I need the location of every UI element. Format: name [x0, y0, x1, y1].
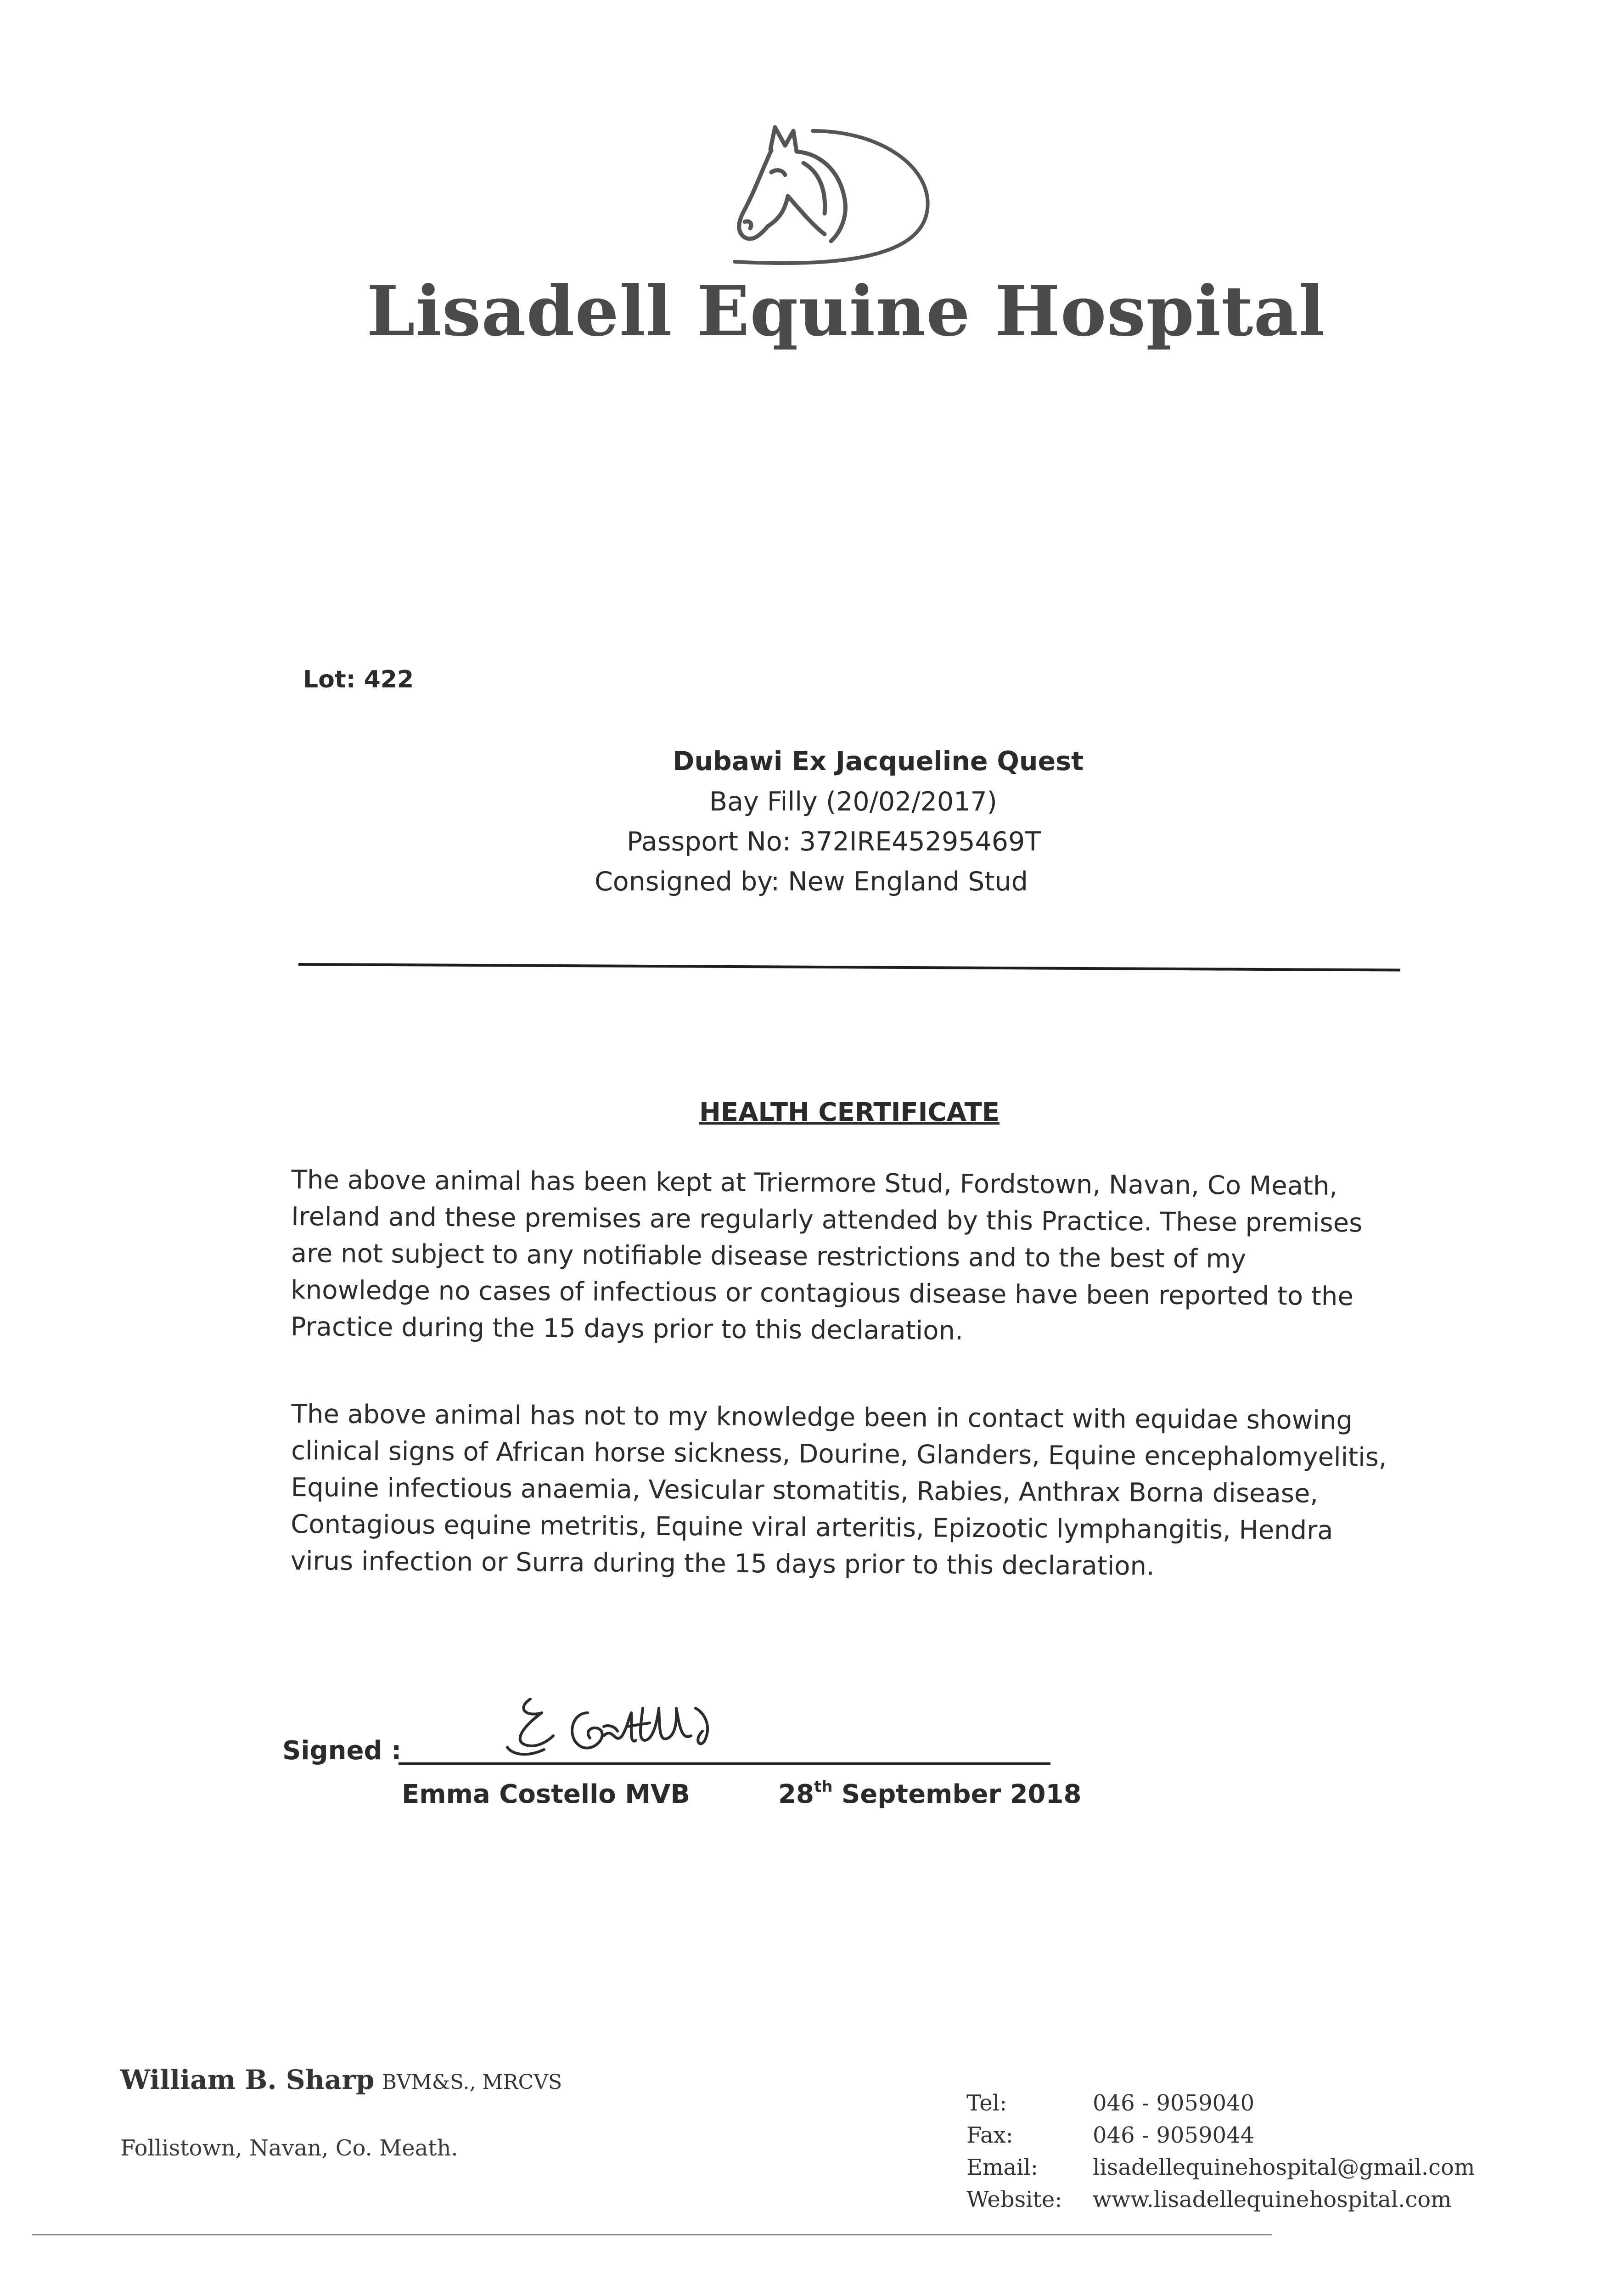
- date-suffix: th: [814, 1778, 833, 1796]
- paragraph-line: knowledge no cases of infectious or contagious disease have been reported to the: [291, 1275, 1354, 1312]
- certificate-paragraph-1: [291, 1162, 1393, 1352]
- vet-qualifications: BVM&S., MRCVS: [382, 2071, 562, 2094]
- divider-line: [298, 963, 1400, 972]
- paragraph-line: Practice during the 15 days prior to this declaration.: [290, 1311, 963, 1346]
- horse-head-logo-icon: [716, 117, 937, 282]
- email-value: lisadellequinehospital@gmail.com: [1093, 2155, 1475, 2180]
- passport-number: Passport No: 372IRE45295469T: [627, 827, 1041, 857]
- footer-vet: [120, 2064, 562, 2095]
- paragraph-line: Ireland and these premises are regularly attended by this Practice. These premises: [291, 1201, 1363, 1238]
- hospital-name: Lisadell Equine Hospital: [366, 271, 1325, 352]
- footer-address: Follistown, Navan, Co. Meath.: [120, 2135, 458, 2161]
- website-value: www.lisadellequinehospital.com: [1093, 2187, 1452, 2212]
- vet-name: William B. Sharp: [120, 2064, 375, 2095]
- paragraph-line: clinical signs of African horse sickness, Dourine, Glanders, Equine encephalomyelitis,: [291, 1435, 1387, 1473]
- horse-name: Dubawi Ex Jacqueline Quest: [673, 746, 1084, 777]
- email-label: Email:: [966, 2155, 1039, 2180]
- tel-value: 046 - 9059040: [1093, 2090, 1255, 2116]
- fax-value: 046 - 9059044: [1093, 2122, 1255, 2148]
- paragraph-line: Equine infectious anaemia, Vesicular stomatitis, Rabies, Anthrax Borna disease,: [291, 1472, 1319, 1509]
- date-rest: September 2018: [832, 1779, 1082, 1809]
- paragraph-line: are not subject to any notifiable disease restrictions and to the best of my: [291, 1238, 1247, 1274]
- signature-date: [778, 1779, 1081, 1809]
- signed-label: Signed :: [282, 1736, 402, 1766]
- paragraph-line: The above animal has not to my knowledge been in contact with equidae showing: [291, 1399, 1353, 1436]
- date-day: 28: [778, 1779, 814, 1809]
- paragraph-line: The above animal has been kept at Triermore Stud, Fordstown, Navan, Co Meath,: [291, 1165, 1338, 1201]
- tel-label: Tel:: [966, 2090, 1007, 2116]
- certificate-title: HEALTH CERTIFICATE: [699, 1097, 1000, 1127]
- lot-number: Lot: 422: [303, 666, 414, 693]
- consignor: Consigned by: New England Stud: [595, 867, 1028, 897]
- website-label: Website:: [966, 2187, 1062, 2212]
- certificate-paragraph-2: [291, 1396, 1393, 1587]
- fax-label: Fax:: [966, 2122, 1013, 2148]
- paragraph-line: virus infection or Surra during the 15 days prior to this declaration.: [290, 1546, 1155, 1581]
- paragraph-line: Contagious equine metritis, Equine viral arteritis, Epizootic lymphangitis, Hendra: [291, 1509, 1333, 1546]
- signer-name: Emma Costello MVB: [402, 1779, 691, 1809]
- footer-divider: [32, 2234, 1272, 2235]
- horse-sex-dob: Bay Filly (20/02/2017): [709, 787, 997, 817]
